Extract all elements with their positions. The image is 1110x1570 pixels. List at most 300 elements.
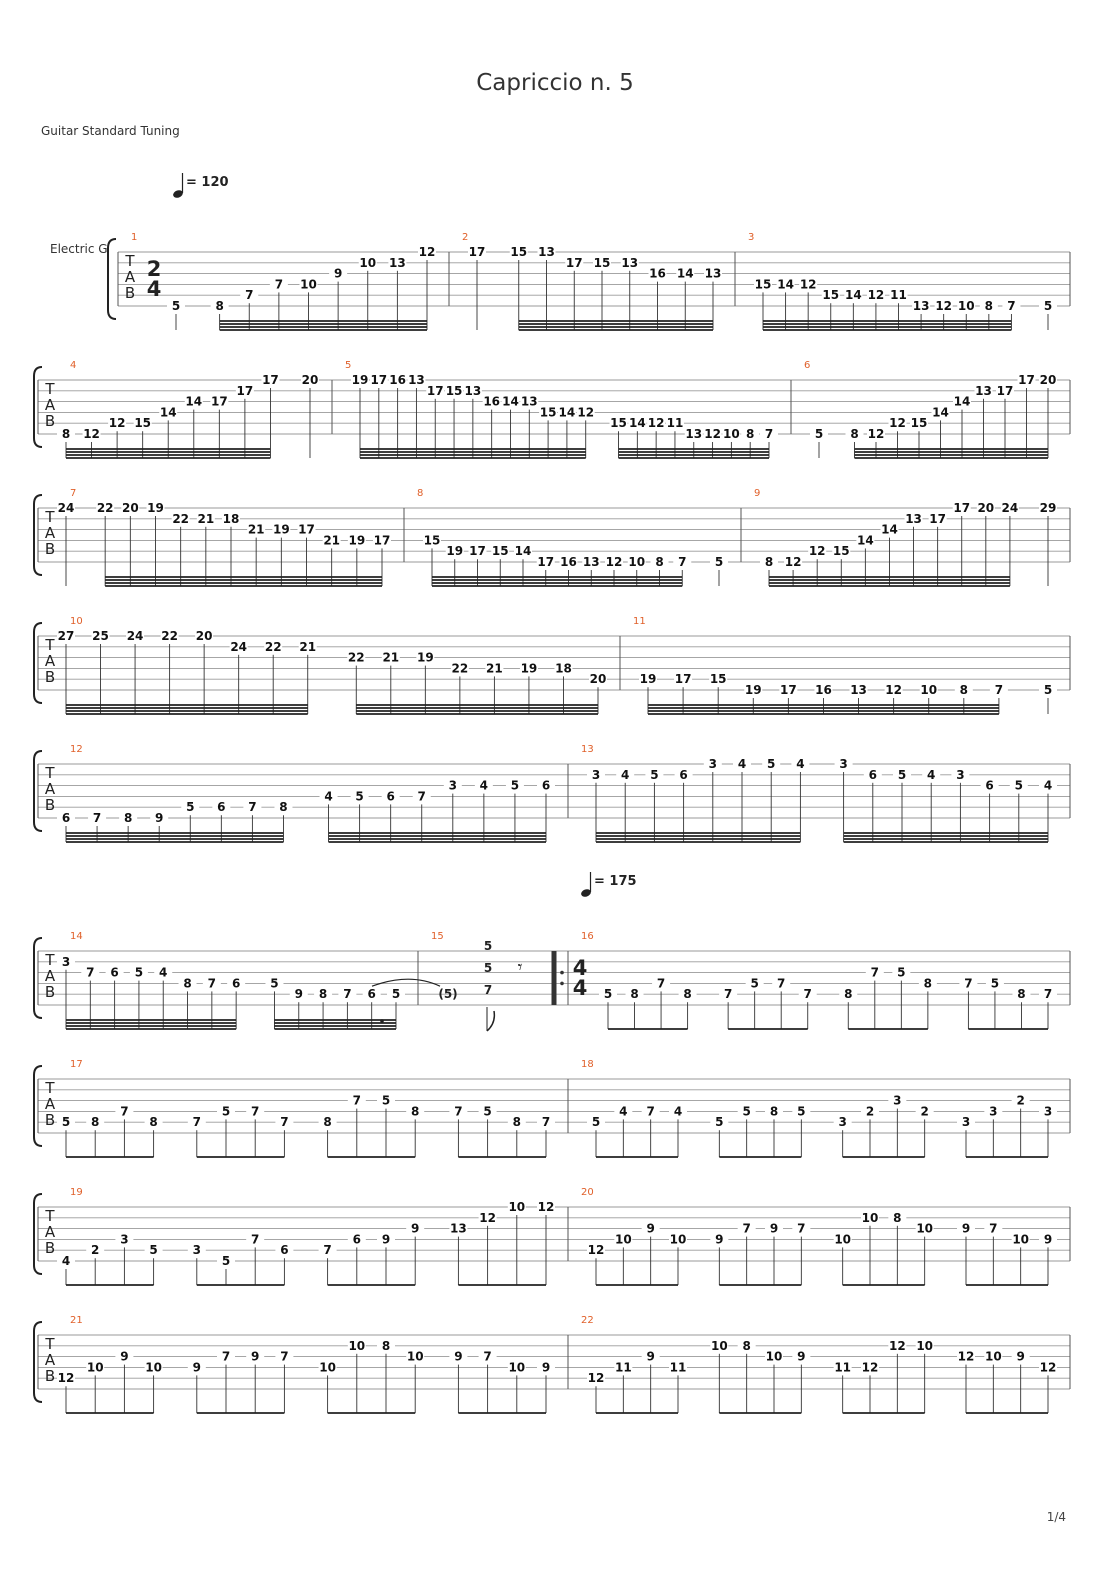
- fret-number: 6: [868, 767, 877, 782]
- fret-number: 17: [210, 394, 228, 409]
- eighth-rest-icon: 𝄾: [517, 957, 523, 978]
- tab-clef-letter: B: [44, 1239, 56, 1257]
- fret-number: 17: [929, 511, 946, 526]
- fret-number: 10: [1012, 1232, 1030, 1247]
- fret-number: 7: [989, 1221, 998, 1236]
- measure-number: 10: [70, 616, 83, 627]
- tab-clef-letter: B: [44, 540, 56, 558]
- fret-number: 10: [984, 1349, 1002, 1364]
- fret-number: 3: [448, 778, 457, 793]
- fret-number: 3: [956, 767, 965, 782]
- fret-number: 10: [86, 1360, 104, 1375]
- fret-number: 18: [222, 511, 240, 526]
- fret-number: 4: [796, 757, 805, 771]
- fret-number: 10: [359, 255, 377, 270]
- fret-number: 9: [294, 987, 303, 1002]
- fret-number: 10: [319, 1360, 336, 1375]
- fret-number: 12: [587, 1243, 605, 1258]
- measure-number: 1: [131, 232, 138, 243]
- fret-number: 15: [832, 544, 850, 559]
- fret-number: 22: [96, 501, 114, 515]
- fret-number: 12: [537, 1200, 555, 1214]
- measure-number: 20: [581, 1187, 594, 1198]
- fret-number: 17: [674, 672, 692, 687]
- fret-number: 25: [92, 629, 109, 643]
- fret-number: 7: [417, 789, 426, 804]
- fret-number: 6: [985, 778, 994, 793]
- fret-number: 8: [959, 683, 968, 697]
- fret-number: 7: [1007, 299, 1016, 313]
- fret-number: 15: [910, 416, 928, 431]
- fret-number: 22: [172, 511, 190, 526]
- fret-number: 13: [389, 255, 406, 270]
- fret-number: 5: [1014, 778, 1023, 793]
- fret-number: 5: [715, 1115, 724, 1130]
- measure-number: 15: [431, 931, 444, 942]
- fret-number: 7: [192, 1115, 201, 1130]
- time-signature-denominator: 4: [146, 277, 162, 301]
- fret-number: 8: [893, 1210, 902, 1225]
- note-flag: [487, 1011, 494, 1031]
- fret-number: 20: [977, 501, 995, 515]
- fret-number: 14: [558, 405, 576, 420]
- fret-number: 8: [411, 1104, 420, 1119]
- fret-number: 10: [628, 555, 646, 569]
- repeat-dot: [560, 971, 564, 975]
- fret-number: 10: [508, 1200, 526, 1214]
- fret-number: 3: [961, 1115, 971, 1130]
- fret-number: 12: [108, 416, 126, 431]
- fret-number: 7: [280, 1115, 289, 1130]
- fret-number: 6: [352, 1232, 361, 1247]
- tab-system: [34, 488, 1070, 586]
- fret-number: 17: [537, 555, 555, 569]
- time-signature-denominator: 4: [572, 976, 588, 1000]
- fret-number: 19: [416, 650, 434, 665]
- fret-number: 9: [155, 811, 164, 825]
- fret-number: 15: [134, 416, 152, 431]
- fret-number: 7: [251, 1232, 260, 1247]
- fret-number: 17: [298, 522, 315, 537]
- fret-number: 4: [619, 1104, 628, 1119]
- fret-number: 7: [120, 1104, 129, 1119]
- fret-number: 7: [803, 987, 812, 1002]
- fret-number: 14: [514, 544, 532, 559]
- measure-number: 13: [581, 744, 594, 755]
- tab-clef-letter: T: [45, 508, 55, 526]
- tab-system: [34, 872, 1070, 1031]
- fret-number: 12: [861, 1360, 879, 1375]
- fret-number: 7: [870, 965, 879, 980]
- fret-number: 19: [639, 672, 657, 687]
- fret-number: 5: [603, 987, 613, 1002]
- fret-number: 5: [483, 961, 493, 975]
- fret-number: 8: [1017, 987, 1026, 1002]
- measure-number: 21: [70, 1315, 83, 1326]
- tab-clef-letter: B: [44, 668, 56, 686]
- fret-number: 7: [92, 811, 102, 825]
- fret-number: 6: [217, 800, 226, 815]
- fret-number: 8: [512, 1115, 521, 1130]
- fret-number: 7: [454, 1104, 463, 1119]
- tab-clef-letter: B: [44, 1367, 56, 1385]
- fret-number: 17: [469, 544, 486, 559]
- fret-number: 3: [989, 1104, 998, 1119]
- duration-dot: [380, 1019, 384, 1023]
- fret-number: 7: [207, 976, 217, 991]
- fret-number: 7: [541, 1115, 551, 1130]
- fret-number: 8: [215, 299, 224, 313]
- fret-number: 9: [454, 1349, 463, 1364]
- fret-number: 13: [538, 245, 555, 259]
- fret-number: 24: [1001, 501, 1019, 515]
- tab-clef-letter: B: [44, 983, 56, 1001]
- fret-number: 21: [247, 522, 265, 537]
- fret-number: 6: [231, 976, 241, 991]
- measure-number: 22: [581, 1315, 594, 1326]
- fret-number: 12: [935, 299, 953, 313]
- fret-number: 9: [541, 1360, 551, 1375]
- fret-number: 3: [61, 954, 71, 969]
- fret-number: 12: [577, 405, 595, 420]
- fret-number: 21: [299, 639, 317, 654]
- fret-number: 8: [850, 427, 859, 441]
- fret-number: 4: [927, 767, 936, 782]
- measure-number: 11: [633, 616, 646, 627]
- time-signature-numerator: 4: [572, 956, 588, 980]
- fret-number: 7: [483, 983, 493, 997]
- tab-clef-letter: A: [44, 652, 56, 670]
- fret-number: 5: [149, 1243, 158, 1258]
- fret-number: 10: [861, 1210, 879, 1225]
- fret-number: 13: [685, 427, 703, 441]
- tab-clef-letter: A: [44, 780, 56, 798]
- measure-number: 7: [70, 488, 77, 499]
- fret-number: 6: [367, 987, 376, 1002]
- tie-arc: [372, 979, 440, 986]
- tab-system: [34, 1187, 1070, 1285]
- fret-number: 11: [614, 1360, 632, 1375]
- tab-system: [34, 360, 1070, 458]
- fret-number: 22: [451, 661, 469, 676]
- fret-number: 8: [61, 427, 71, 441]
- fret-number: 3: [591, 767, 601, 782]
- fret-number: 2: [920, 1104, 929, 1119]
- fret-number: 5: [750, 976, 759, 991]
- fret-number: 8: [769, 1104, 779, 1119]
- fret-number: 10: [614, 1232, 632, 1247]
- fret-number: 14: [502, 394, 519, 409]
- fret-number: 24: [126, 629, 144, 643]
- measure-number: 4: [70, 360, 77, 371]
- fret-number: 7: [248, 800, 257, 815]
- fret-number: 21: [486, 661, 503, 676]
- tab-clef-letter: T: [45, 1335, 55, 1353]
- fret-number: 14: [953, 394, 971, 409]
- fret-number: 17: [236, 383, 254, 398]
- fret-number: 13: [450, 1221, 467, 1236]
- fret-number: 21: [382, 650, 400, 665]
- measure-number: 8: [417, 488, 424, 499]
- fret-number: 15: [539, 405, 557, 420]
- score-title: Capriccio n. 5: [476, 70, 634, 96]
- fret-number: 24: [230, 639, 248, 654]
- fret-number: 12: [83, 427, 100, 441]
- fret-number: 15: [593, 255, 611, 270]
- fret-number: 7: [343, 987, 352, 1002]
- measure-number: 12: [70, 744, 83, 755]
- fret-number: 12: [867, 288, 885, 303]
- tied-fret-number: (5): [438, 987, 458, 1002]
- fret-number: 7: [678, 555, 687, 569]
- measure-number: 18: [581, 1059, 594, 1070]
- fret-number: 5: [391, 987, 401, 1002]
- fret-number: 16: [649, 266, 666, 281]
- fret-number: 7: [251, 1104, 260, 1119]
- fret-number: 17: [565, 255, 583, 270]
- fret-number: 8: [323, 1115, 332, 1130]
- fret-number: 13: [905, 511, 922, 526]
- fret-number: 20: [195, 629, 213, 643]
- fret-number: 5: [61, 1115, 71, 1130]
- fret-number: 12: [888, 1338, 906, 1353]
- fret-number: 27: [57, 629, 75, 643]
- fret-number: 4: [479, 778, 489, 793]
- fret-number: 5: [797, 1104, 806, 1119]
- fret-number: 10: [916, 1338, 934, 1353]
- fret-number: 9: [333, 266, 343, 281]
- fret-number: 9: [646, 1221, 655, 1236]
- fret-number: 12: [479, 1210, 496, 1225]
- fret-number: 9: [961, 1221, 971, 1236]
- fret-number: 19: [147, 501, 164, 515]
- fret-number: 2: [1016, 1093, 1025, 1108]
- tab-clef-letter: A: [44, 396, 56, 414]
- fret-number: 15: [423, 533, 441, 548]
- fret-number: 13: [464, 383, 482, 398]
- fret-number: 6: [541, 778, 551, 793]
- fret-number: 5: [742, 1104, 751, 1119]
- fret-number: 3: [839, 757, 848, 771]
- fret-number: 12: [418, 245, 436, 259]
- fret-number: 5: [221, 1254, 231, 1268]
- fret-number: 7: [742, 1221, 751, 1236]
- fret-number: 24: [57, 501, 75, 515]
- fret-number: 13: [912, 299, 930, 313]
- fret-number: 5: [814, 427, 824, 441]
- fret-number: 10: [348, 1338, 366, 1353]
- fret-number: 16: [815, 683, 832, 697]
- tab-clef-letter: B: [44, 1111, 56, 1129]
- fret-number: 2: [865, 1104, 875, 1119]
- tab-clef-letter: A: [44, 1351, 56, 1369]
- measure-number: 2: [462, 232, 469, 243]
- measure-number: 5: [345, 360, 352, 371]
- fret-number: 3: [893, 1093, 902, 1108]
- fret-number: 12: [704, 427, 721, 441]
- tab-system: [34, 1315, 1070, 1413]
- fret-number: 9: [120, 1349, 129, 1364]
- fret-number: 7: [994, 683, 1004, 697]
- tab-clef-letter: T: [45, 1207, 55, 1225]
- measure-number: 3: [748, 232, 755, 243]
- fret-number: 17: [953, 501, 971, 515]
- fret-number: 17: [1018, 373, 1035, 387]
- fret-number: 20: [589, 672, 607, 687]
- fret-number: 12: [57, 1371, 75, 1386]
- tab-clef-letter: A: [44, 524, 56, 542]
- fret-number: 22: [347, 650, 365, 665]
- fret-number: 10: [765, 1349, 783, 1364]
- fret-number: 6: [679, 767, 688, 782]
- fret-number: 19: [348, 533, 366, 548]
- fret-number: 13: [704, 266, 722, 281]
- fret-number: 6: [386, 789, 395, 804]
- fret-number: 8: [318, 987, 328, 1002]
- fret-number: 6: [280, 1243, 289, 1258]
- fret-number: 15: [822, 288, 840, 303]
- fret-number: 3: [708, 757, 717, 771]
- fret-number: 15: [491, 544, 509, 559]
- fret-number: 17: [996, 383, 1014, 398]
- fret-number: 10: [508, 1360, 526, 1375]
- fret-number: 4: [159, 965, 168, 980]
- fret-number: 9: [1043, 1232, 1053, 1247]
- fret-number: 7: [1043, 987, 1053, 1002]
- fret-number: 9: [411, 1221, 420, 1236]
- repeat-dot: [560, 982, 564, 986]
- fret-number: 7: [323, 1243, 332, 1258]
- tab-clef-letter: B: [44, 412, 56, 430]
- fret-number: 12: [957, 1349, 975, 1364]
- time-signature-numerator: 2: [146, 257, 162, 281]
- fret-number: 10: [957, 299, 975, 313]
- fret-number: 15: [709, 672, 727, 687]
- fret-number: 3: [120, 1232, 129, 1247]
- fret-number: 3: [192, 1243, 201, 1258]
- fret-number: 22: [161, 629, 178, 643]
- fret-number: 13: [975, 383, 992, 398]
- tab-clef-letter: T: [45, 764, 55, 782]
- system-bracket: [108, 239, 116, 319]
- fret-number: 10: [300, 277, 317, 292]
- fret-number: 5: [510, 778, 520, 793]
- fret-number: 12: [885, 683, 902, 697]
- fret-number: 2: [91, 1243, 100, 1258]
- fret-number: 9: [797, 1349, 806, 1364]
- fret-number: 5: [591, 1115, 601, 1130]
- fret-number: 14: [844, 288, 862, 303]
- fret-number: 7: [483, 1349, 492, 1364]
- measure-number: 9: [754, 488, 761, 499]
- fret-number: 10: [920, 683, 938, 697]
- fret-number: 19: [351, 373, 369, 387]
- fret-number: 21: [323, 533, 341, 548]
- fret-number: 12: [799, 277, 817, 292]
- fret-number: 5: [483, 1104, 492, 1119]
- tab-clef-letter: T: [45, 636, 55, 654]
- fret-number: 5: [1043, 299, 1053, 313]
- tab-clef-letter: T: [45, 951, 55, 969]
- fret-number: 3: [838, 1115, 847, 1130]
- fret-number: 8: [984, 299, 994, 313]
- tab-clef-letter: T: [45, 1079, 55, 1097]
- fret-number: 20: [301, 373, 319, 387]
- fret-number: 21: [197, 511, 215, 526]
- fret-number: 19: [520, 661, 538, 676]
- fret-number: 8: [683, 987, 692, 1002]
- fret-number: 12: [647, 416, 665, 431]
- tempo-marking: = 175: [594, 874, 637, 889]
- fret-number: 7: [797, 1221, 806, 1236]
- fret-number: 9: [715, 1232, 724, 1247]
- fret-number: 12: [1039, 1360, 1057, 1375]
- fret-number: 5: [767, 757, 776, 771]
- fret-number: 5: [270, 976, 279, 991]
- fret-number: 12: [808, 544, 826, 559]
- fret-number: 9: [192, 1360, 201, 1375]
- tab-clef-letter: A: [44, 1223, 56, 1241]
- fret-number: 8: [279, 800, 288, 815]
- fret-number: 17: [468, 245, 486, 259]
- fret-number: 8: [183, 976, 192, 991]
- fret-number: 7: [964, 976, 973, 991]
- fret-number: 14: [932, 405, 949, 420]
- fret-number: 7: [274, 277, 284, 292]
- fret-number: 5: [381, 1093, 391, 1108]
- fret-number: 8: [764, 555, 774, 569]
- fret-number: 20: [121, 501, 139, 515]
- fret-number: 15: [510, 245, 528, 259]
- fret-number: 5: [897, 965, 906, 980]
- fret-number: 8: [123, 811, 133, 825]
- fret-number: 14: [777, 277, 794, 292]
- tab-system: [34, 1059, 1070, 1157]
- fret-number: 7: [777, 976, 786, 991]
- fret-number: 8: [630, 987, 639, 1002]
- fret-number: 11: [890, 288, 907, 303]
- fret-number: 15: [445, 383, 463, 398]
- fret-number: 8: [655, 555, 664, 569]
- fret-number: 5: [186, 800, 195, 815]
- fret-number: 3: [1043, 1104, 1053, 1119]
- fret-number: 4: [737, 757, 747, 771]
- fret-number: 13: [621, 255, 639, 270]
- fret-number: 5: [171, 299, 181, 313]
- fret-number: 5: [134, 965, 144, 980]
- fret-number: 19: [744, 683, 762, 697]
- tab-system: [34, 616, 1070, 714]
- tab-system: [108, 173, 1070, 330]
- tab-clef-letter: B: [124, 284, 136, 302]
- fret-number: 10: [834, 1232, 852, 1247]
- fret-number: 8: [742, 1338, 751, 1353]
- fret-number: 5: [897, 767, 907, 782]
- fret-number: 6: [61, 811, 71, 825]
- measure-number: 17: [70, 1059, 83, 1070]
- fret-number: 14: [159, 405, 177, 420]
- fret-number: 12: [867, 427, 885, 441]
- fret-number: 18: [555, 661, 572, 676]
- page-number: 1/4: [1046, 1510, 1066, 1524]
- fret-number: 16: [560, 555, 577, 569]
- fret-number: 5: [1043, 683, 1053, 697]
- fret-number: 29: [1039, 501, 1057, 515]
- fret-number: 7: [86, 965, 95, 980]
- fret-number: 5: [650, 767, 659, 782]
- fret-number: 12: [605, 555, 623, 569]
- tab-clef-letter: T: [45, 380, 55, 398]
